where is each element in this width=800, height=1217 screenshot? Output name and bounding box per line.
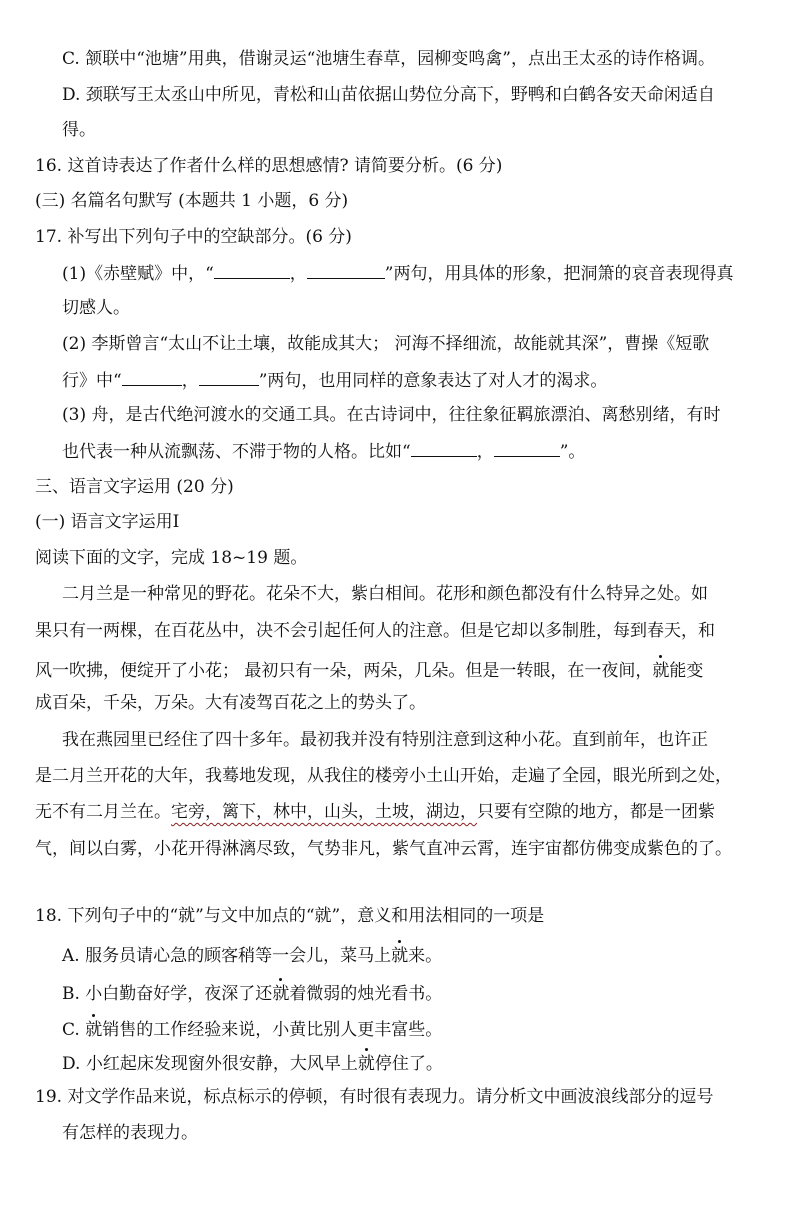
passage-p2-line4: 气，间以白雾，小花开得淋漓尽致，气势非凡，紫气直冲云霄，连宇宙都仿佛变成紫色的了。 bbox=[35, 839, 732, 859]
reading-instruction: 阅读下面的文字，完成 18~19 题。 bbox=[35, 548, 308, 568]
q18-b-text-post: 着微弱的烛光看书。 bbox=[289, 984, 443, 1004]
item3-separator: ， bbox=[476, 442, 494, 462]
question-17-item-3: (3) 舟，是古代绝河渡水的交通工具。在古诗词中，往往象征羁旅漂泊、离愁别绪，有时 bbox=[62, 405, 721, 425]
part-3-subheading: (一) 语言文字运用Ⅰ bbox=[35, 512, 180, 532]
item2-prefix: 行》中“ bbox=[62, 371, 122, 391]
item1-separator: ， bbox=[289, 264, 307, 284]
q18-c-emphasized-jiu: 就 bbox=[85, 1020, 103, 1040]
question-18-stem: 18. 下列句子中的“就”与文中加点的“就”，意义和用法相同的一项是 bbox=[35, 906, 545, 926]
q18-c-text-post: 销售的工作经验来说，小黄比别人更丰富些。 bbox=[102, 1020, 443, 1040]
q18-d-text-pre: D. 小红起床发现窗外很安静，大风早上 bbox=[62, 1054, 358, 1074]
question-19-line2: 有怎样的表现力。 bbox=[62, 1123, 198, 1143]
q15-option-c: C. 颔联中“池塘”用典，借谢灵运“池塘生春草，园柳变鸣禽”，点出王太丞的诗作格调。 bbox=[62, 49, 715, 69]
item1-suffix: ”两句，用具体的形象，把洞箫的哀音表现得真 bbox=[384, 264, 734, 284]
passage-p1-line1: 二月兰是一种常见的野花。花朵不大，紫白相间。花形和颜色都没有什么特异之处。如 bbox=[62, 584, 708, 604]
q18-b-text-pre: B. 小白勤奋好学，夜深了还 bbox=[62, 984, 273, 1004]
passage-p1-line2: 果只有一两棵，在百花丛中，决不会引起任何人的注意。但是它却以多制胜，每到春天，和 bbox=[35, 621, 715, 641]
p1-line3-text-b: 能变 bbox=[669, 661, 704, 681]
q18-option-b bbox=[62, 983, 442, 1005]
q18-c-text-pre: C. bbox=[62, 1020, 86, 1040]
answer-blank-6[interactable] bbox=[494, 440, 560, 457]
passage-p2-line2: 是二月兰开花的大年，我蓦地发现，从我住的楼旁小土山开始，走遍了全园，眼光所到之处， bbox=[35, 766, 732, 786]
q15-option-d-line1: D. 颈联写王太丞山中所见，青松和山苗依据山势位分高下，野鸭和白鹤各安天命闲适自 bbox=[62, 85, 715, 105]
passage-p1-line3 bbox=[35, 660, 703, 682]
question-19-line1: 19. 对文学作品来说，标点标示的停顿，有时很有表现力。请分析文中画波浪线部分的逗号 bbox=[35, 1087, 714, 1107]
passage-p2-line3 bbox=[35, 801, 715, 823]
question-17-item-2: (2) 李斯曾言“太山不让土壤，故能成其大； 河海不择细流，故能就其深”，曹操《短歌 bbox=[62, 334, 710, 354]
emphasized-jiu: 就 bbox=[652, 661, 670, 681]
q18-b-emphasized-jiu: 就 bbox=[272, 984, 290, 1004]
question-17-item-1 bbox=[62, 262, 733, 285]
answer-blank-2[interactable] bbox=[307, 262, 385, 279]
q18-option-a bbox=[62, 945, 442, 967]
q18-a-text-post: 来。 bbox=[408, 946, 443, 966]
item3-prefix: 也代表一种从流飘荡、不滞于物的人格。比如“ bbox=[62, 442, 411, 462]
q18-a-text-pre: A. 服务员请心急的顾客稍等一会儿，菜马上 bbox=[62, 946, 392, 966]
q18-option-c bbox=[62, 1019, 442, 1041]
q18-option-d bbox=[62, 1053, 443, 1075]
item1-prefix: (1)《赤壁赋》中，“ bbox=[62, 264, 214, 284]
p1-line3-text-a: 风一吹拂，便绽开了小花； 最初只有一朵，两朵，几朵。但是一转眼，在一夜间， bbox=[35, 661, 653, 681]
passage-p2-line1: 我在燕园里已经住了四十多年。最初我并没有特别注意到这种小花。直到前年，也许正 bbox=[62, 730, 708, 750]
item2-separator: ， bbox=[181, 371, 199, 391]
q15-option-d-line2: 得。 bbox=[62, 120, 96, 140]
question-17-item-2-cont bbox=[62, 369, 607, 392]
item3-suffix: ”。 bbox=[559, 442, 586, 462]
answer-blank-5[interactable] bbox=[411, 440, 477, 457]
q18-d-emphasized-jiu: 就 bbox=[357, 1054, 375, 1074]
question-16: 16. 这首诗表达了作者什么样的思想感情? 请简要分析。(6 分) bbox=[35, 156, 503, 176]
answer-blank-4[interactable] bbox=[199, 369, 259, 386]
p2-line3-text-a: 无不有二月兰在。 bbox=[35, 802, 171, 822]
passage-p1-line4: 成百朵，千朵，万朵。大有凌驾百花之上的势头了。 bbox=[35, 693, 426, 713]
question-17-item-1-cont: 切感人。 bbox=[62, 298, 130, 318]
section-heading-recitation: (三) 名篇名句默写 (本题共 1 小题，6 分) bbox=[35, 191, 349, 211]
answer-blank-3[interactable] bbox=[122, 369, 182, 386]
item2-suffix: ”两句，也用同样的意象表达了对人才的渴求。 bbox=[258, 371, 608, 391]
wavy-underlined-phrase: 宅旁，篱下，林中，山头，土坡，湖边， bbox=[171, 802, 477, 822]
question-17-stem: 17. 补写出下列句子中的空缺部分。(6 分) bbox=[35, 227, 352, 247]
question-17-item-3-cont bbox=[62, 440, 585, 463]
part-3-heading: 三、语言文字运用 (20 分) bbox=[35, 477, 234, 497]
q18-a-emphasized-jiu: 就 bbox=[391, 946, 409, 966]
answer-blank-1[interactable] bbox=[214, 262, 290, 279]
q18-d-text-post: 停住了。 bbox=[374, 1054, 443, 1074]
p2-line3-text-b: 只要有空隙的地方，都是一团紫 bbox=[477, 802, 715, 822]
